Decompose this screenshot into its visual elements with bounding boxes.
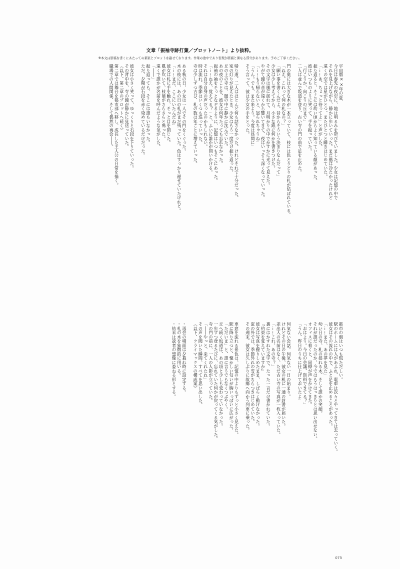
text-column: 時は流れ、季節はいくつも巡っていった。 <box>198 64 204 145</box>
text-column: 『約束を覚えていますか』 <box>261 322 267 373</box>
text-column: あの夜のことを、彼女は何年たっても忘れなかった。 <box>219 64 225 166</box>
text-column: 家の灯りが見えたとき、少女はもう一度だけ振り返った。 <box>229 64 235 175</box>
text-column: 「……これ、あの寺？」 <box>271 322 277 369</box>
text-column: 職場での人間関係、そして偶然の再会――。 <box>109 64 115 149</box>
text-column: 宇宙暦××年の夏、 <box>339 64 344 104</box>
text-column: 二人は並んで坂道を登り、古い寺の門の前で足を止めた。 <box>297 64 303 175</box>
text-column: やがて鐘の音が遠くから響いてきて、夜はいっそう深くなっていった。 <box>261 64 267 200</box>
text-column: 「――」 <box>151 64 157 81</box>
text-column: 何気ない会話。何気ない一日の始まり。 <box>286 322 292 399</box>
text-column: 裏にはかすれた文字で、たった一言だけ書かれていた。 <box>266 322 272 428</box>
text-column: 丘の上の寺は、闇の中に静かに沈んでいた。 <box>224 64 230 149</box>
text-column: 彼女は小さく笑って、ゆっくりと石段を下りていった。 <box>129 64 135 170</box>
text-column: 彼女は札に手を触れ、そっと目を閉じた。 <box>166 64 172 145</box>
text-column: 「うん、昨日のうちに仕上げておいたよ」 <box>297 322 303 403</box>
text-column: その背中を、寺の鐘が静かに見送っていた。 <box>124 64 130 149</box>
text-column: 「――やっと、来てくれたね」 <box>203 322 209 382</box>
text-column: けれどその日の午後、彼女の机に一通の封書が届いた。 <box>281 322 287 428</box>
text-column: ただ、夕陽が石段を赤く染めているだけだった。 <box>141 64 147 158</box>
text-column: 風が吹いて、枝葉がさらさらと鳴った。 <box>161 64 167 141</box>
text-column: 少女は少し考えてから、小さな紙に何かを書きつけた。 <box>271 64 277 170</box>
text-column: それを見上げながら、静かに歩いていった。まだ風は冷たかったけれど <box>328 64 334 200</box>
text-column: 幼い日の寺、札の揺れる木、そして誰かの笑顔。 <box>318 322 324 416</box>
text-column: 駅に降り立つと、懐かしい匂いが胸いっぱいに広がった。 <box>229 322 235 433</box>
document-title: 文章「振袖寺跡打葉／プロットノート」より抜粋。 <box>146 49 254 54</box>
text-column: 寺は少しずつ古び、札の数は年ごとに増えていった。 <box>193 64 199 166</box>
text-column: 彼女は写真を握りしめたまま、しばらく動けなかった。 <box>255 322 261 428</box>
text-column: （以下、第二章のプロットへ続く） <box>119 64 125 132</box>
text-column: それが誰だったのか、今ではもうはっきりとは思い出せない。 <box>313 322 319 441</box>
text-column: 駅のホームには人があふれ、電車は次々とやってきては去っていく。 <box>333 322 339 454</box>
text-column: 「うん。でも、また来よう。今度は昼間に」 <box>250 64 256 149</box>
text-column: 彼女はその流れの中で、ふと足を止めることがあった。 <box>328 322 334 428</box>
text-column: ある秋の日、少女は一人でその門をくぐった。 <box>182 64 188 154</box>
text-column: 「……あ、ちょっと待ってよ」と声がした。 <box>318 64 324 149</box>
text-column: 一歩ずつ登るたびに、忘れていた何かが戻ってくる気がした。 <box>213 322 219 441</box>
page-number: 075 <box>335 556 342 560</box>
text-column: 窓の外では、季節外れの雪がちらつきはじめていた。 <box>250 322 256 424</box>
text-column: 振り返ると、そこには幼い頃からよく知っている顔があった。 <box>313 64 319 183</box>
text-column: 「願い事を書くんだよ。昔からそういう決まりなんだって」 <box>276 64 282 179</box>
text-column: 遠くの空では星がひとつ、またひとつと瞬きはじめていた。 <box>323 64 329 179</box>
text-column: それは自分自身の声だったのかもしれない。 <box>203 64 209 149</box>
text-column: 「……また、あの夢を見た」 <box>323 322 329 378</box>
text-column: その声を聞いた瞬間、すべてを思い出した。 <box>198 322 204 407</box>
text-column: ・結末は読者の想像に委ねる形とする。 <box>171 322 177 399</box>
text-column: その文字は風に揺れて、月明かりの中でかすかに光って見えた。 <box>266 64 272 187</box>
text-column: 「おはよう。今日の会議、資料できてる？」 <box>303 322 309 407</box>
document-note: ※本文は原稿を書くにあたっての素案とプロットを載せております。作業の途中であり表現が原稿と異なる部分があります。予めご了承ください。 <box>98 56 302 60</box>
text-column: 彼はいつものように笑って、手を振っていた。 <box>308 64 314 154</box>
text-column: 「ただいま」と、誰に言うでもなくつぶやく。 <box>224 322 230 412</box>
text-column: 遠くで誰かが名前を呼んだような気がした。 <box>156 64 162 149</box>
text-column: ・再会の場面は夕暮れ時に設定する。 <box>182 322 188 395</box>
text-column: 寺の門の前に、一人の人影が立っていた。 <box>208 322 214 403</box>
text-column: 振袖の袖をそっとなぞるように、記憶はいつもそこにあった。 <box>213 64 219 183</box>
text-column: 「……もう帰らないと、怒られちゃうね」 <box>255 64 261 145</box>
text-column: 門の奥には大きな木が一本立っていて、枝には色とりどりの札が結ばれている。 <box>286 64 292 217</box>
text-column: 車窓を流れる景色は、記憶の中よりもずっと小さく見えた。 <box>234 322 240 437</box>
text-column: ・札の木を象徴的に用いる。 <box>177 322 183 378</box>
text-column: 振り返っても、そこには誰もいなかった。 <box>146 64 152 145</box>
text-column: その週末、彼女は久しぶりに故郷へ向かう列車に乗った。 <box>245 322 251 433</box>
lower-text-block <box>58 322 344 522</box>
text-column: 第二章では舞台を都市部へ移し、成長した主人公の日常を描く。 <box>114 64 120 187</box>
text-column: オフィスに着くと、同僚が声をかけてきた。 <box>308 322 314 407</box>
text-column: 今日は春先の夜空に、地は明るみを帯びていました。少女は記憶の中で <box>333 64 339 200</box>
text-column: 都市の朝はいつも慌ただしい。 <box>339 322 344 382</box>
text-column: 丘へ続く坂道は、あの頃と少しも変わっていなかった。 <box>219 322 225 428</box>
upper-text-block <box>58 64 344 318</box>
text-column: 「ねえ、これって何の札なの？」 <box>281 64 287 128</box>
text-column: 「行こうか、向こうの丘まで」 <box>303 64 309 124</box>
text-column: 差出人の名前はなく、ただ古い寺の写真が一枚入っていた。 <box>276 322 282 437</box>
text-column: 「……まだ、ここにいたんだね」 <box>171 64 177 128</box>
text-column: そう言って、彼は少女の手をとった。 <box>245 64 251 137</box>
text-column: 帰り道、二人はほとんど何も話さなかった。けれどそれで十分だった。 <box>234 64 240 200</box>
text-column: （以下、クライマックスの構成案） <box>193 322 199 390</box>
text-column: 木の枝には、あの日の札がまだ残っていた。色はすっかり褪せていたけれど。 <box>177 64 183 213</box>
text-column: 「……ねえ、覚えてる？」と、ふいに誰かが問いかける。 <box>208 64 214 175</box>
